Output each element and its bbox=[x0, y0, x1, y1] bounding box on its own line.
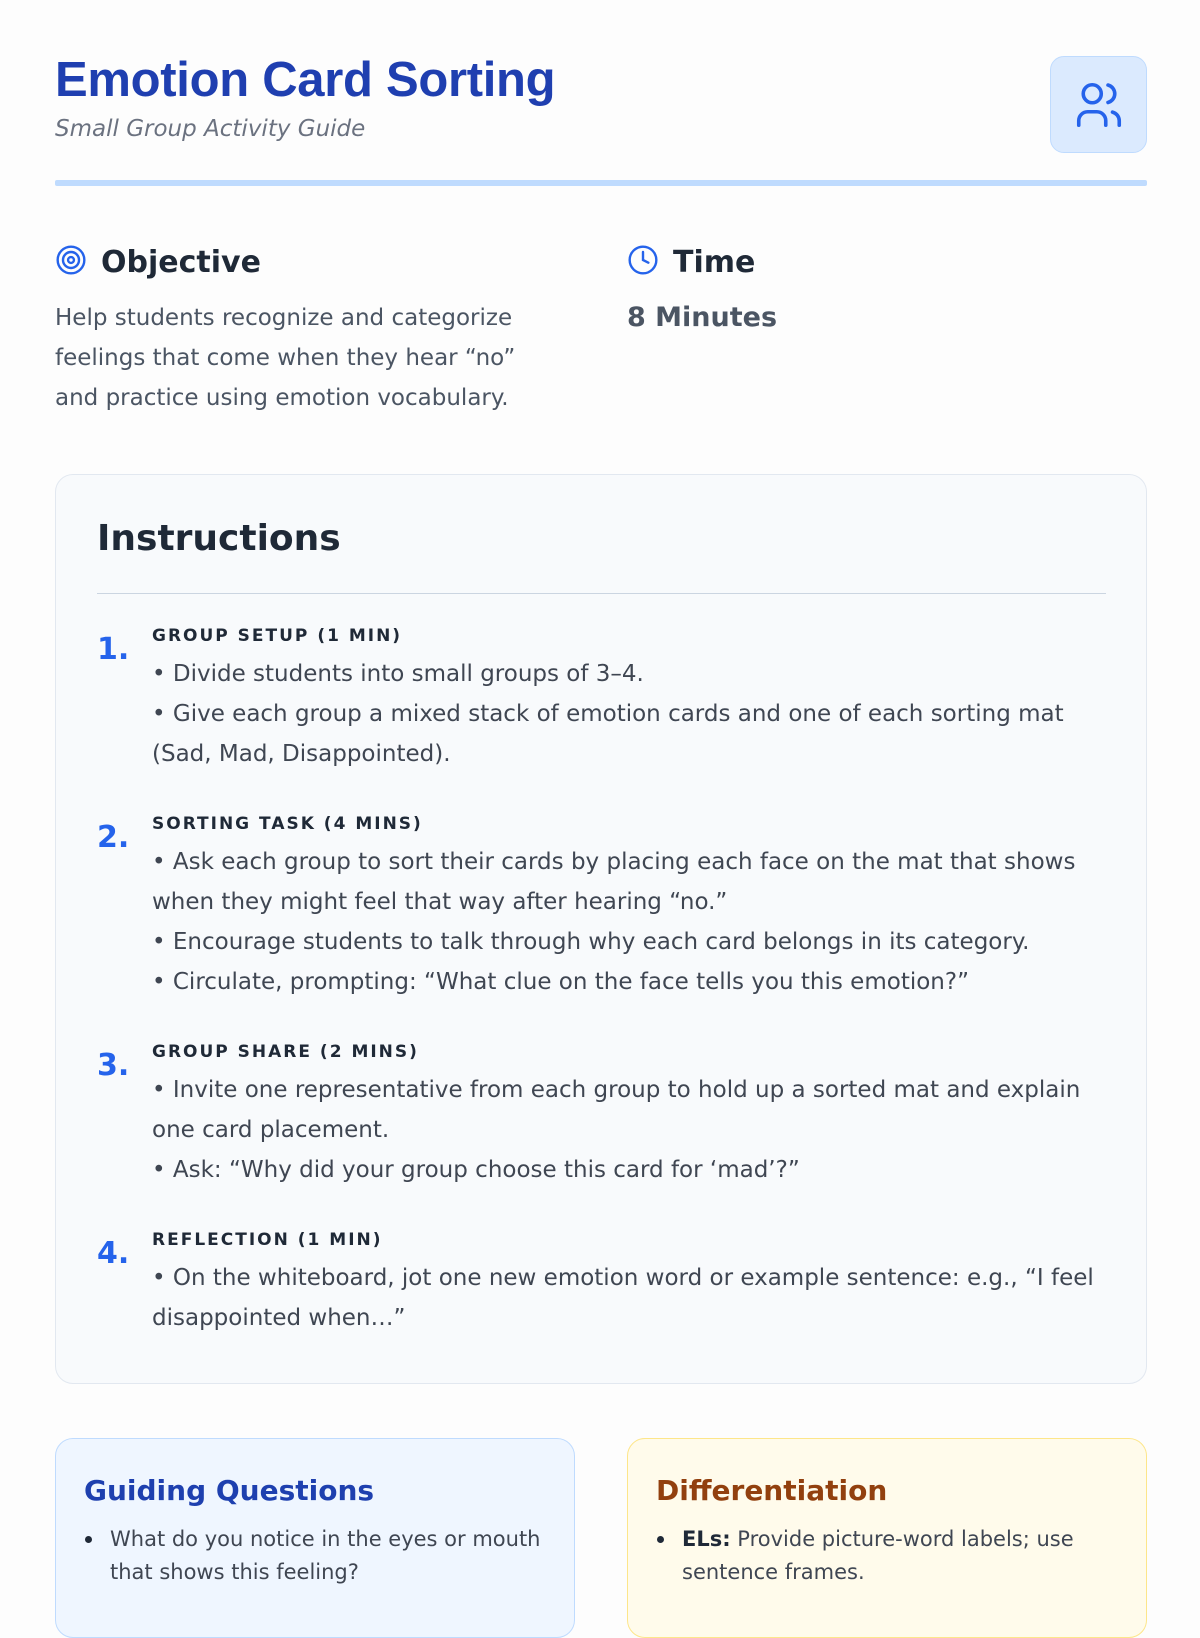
objective-title: Objective bbox=[101, 244, 261, 280]
time-section bbox=[627, 240, 1127, 333]
guiding-questions-list bbox=[84, 1523, 546, 1589]
step-heading: REFLECTION (1 MIN) bbox=[152, 1230, 383, 1250]
time-value: 8 Minutes bbox=[627, 302, 778, 333]
step-bullet: • Divide students into small groups of 3–4. bbox=[152, 661, 644, 687]
step-bullet: • Encourage students to talk through why each card belongs in its category. bbox=[152, 929, 1030, 955]
header-divider bbox=[55, 180, 1147, 186]
objective-text: Help students recognize and categorize feelings that come when they hear “no” and practice using emotion vocabulary. bbox=[55, 305, 516, 411]
target-icon bbox=[55, 244, 87, 280]
instructions-card bbox=[55, 474, 1147, 1384]
page-subtitle: Small Group Activity Guide bbox=[55, 116, 366, 142]
differentiation-title: Differentiation bbox=[656, 1474, 888, 1507]
instructions-title: Instructions bbox=[97, 518, 341, 559]
step-bullet: • Give each group a mixed stack of emotion cards and one of each sorting mat (Sad, Mad, Disappointed). bbox=[152, 701, 1064, 767]
objective-section bbox=[55, 240, 555, 418]
step-heading: SORTING TASK (4 MINS) bbox=[152, 814, 423, 834]
list-item bbox=[656, 1523, 1118, 1589]
step-bullet: • Circulate, prompting: “What clue on the face tells you this emotion?” bbox=[152, 969, 969, 995]
list-item-text: Provide picture-word labels; use sentence frames. bbox=[682, 1527, 1074, 1584]
step-sorting-task bbox=[97, 812, 1106, 1002]
step-number: 4. bbox=[97, 1236, 130, 1271]
step-heading: GROUP SETUP (1 MIN) bbox=[152, 626, 403, 646]
clock-icon bbox=[627, 244, 659, 280]
guiding-questions-title: Guiding Questions bbox=[84, 1474, 375, 1507]
step-number: 1. bbox=[97, 632, 130, 667]
step-heading: GROUP SHARE (2 MINS) bbox=[152, 1042, 419, 1062]
step-number: 3. bbox=[97, 1048, 130, 1083]
steps-list bbox=[97, 624, 1106, 1338]
step-bullet: • On the whiteboard, jot one new emotion word or example sentence: e.g., “I feel disappointed when…” bbox=[152, 1265, 1094, 1331]
step-number: 2. bbox=[97, 820, 130, 855]
step-bullet: • Ask each group to sort their cards by placing each face on the mat that shows when they might feel that way after hearing “no.” bbox=[152, 849, 1076, 915]
time-title: Time bbox=[673, 244, 756, 280]
differentiation-list bbox=[656, 1523, 1118, 1589]
users-icon bbox=[1050, 56, 1147, 153]
step-bullet: • Ask: “Why did your group choose this card for ‘mad’?” bbox=[152, 1157, 800, 1183]
step-reflection bbox=[97, 1228, 1106, 1338]
differentiation-card bbox=[627, 1438, 1147, 1638]
page-title: Emotion Card Sorting bbox=[55, 53, 556, 107]
step-group-share bbox=[97, 1040, 1106, 1190]
step-group-setup bbox=[97, 624, 1106, 774]
list-item: What do you notice in the eyes or mouth that shows this feeling? bbox=[84, 1523, 546, 1589]
instructions-divider bbox=[97, 593, 1106, 594]
header bbox=[55, 0, 1147, 190]
list-item-label: ELs: bbox=[682, 1527, 731, 1551]
guiding-questions-card bbox=[55, 1438, 575, 1638]
step-bullet: • Invite one representative from each group to hold up a sorted mat and explain one card placement. bbox=[152, 1077, 1081, 1143]
activity-guide-page bbox=[55, 0, 1147, 1584]
